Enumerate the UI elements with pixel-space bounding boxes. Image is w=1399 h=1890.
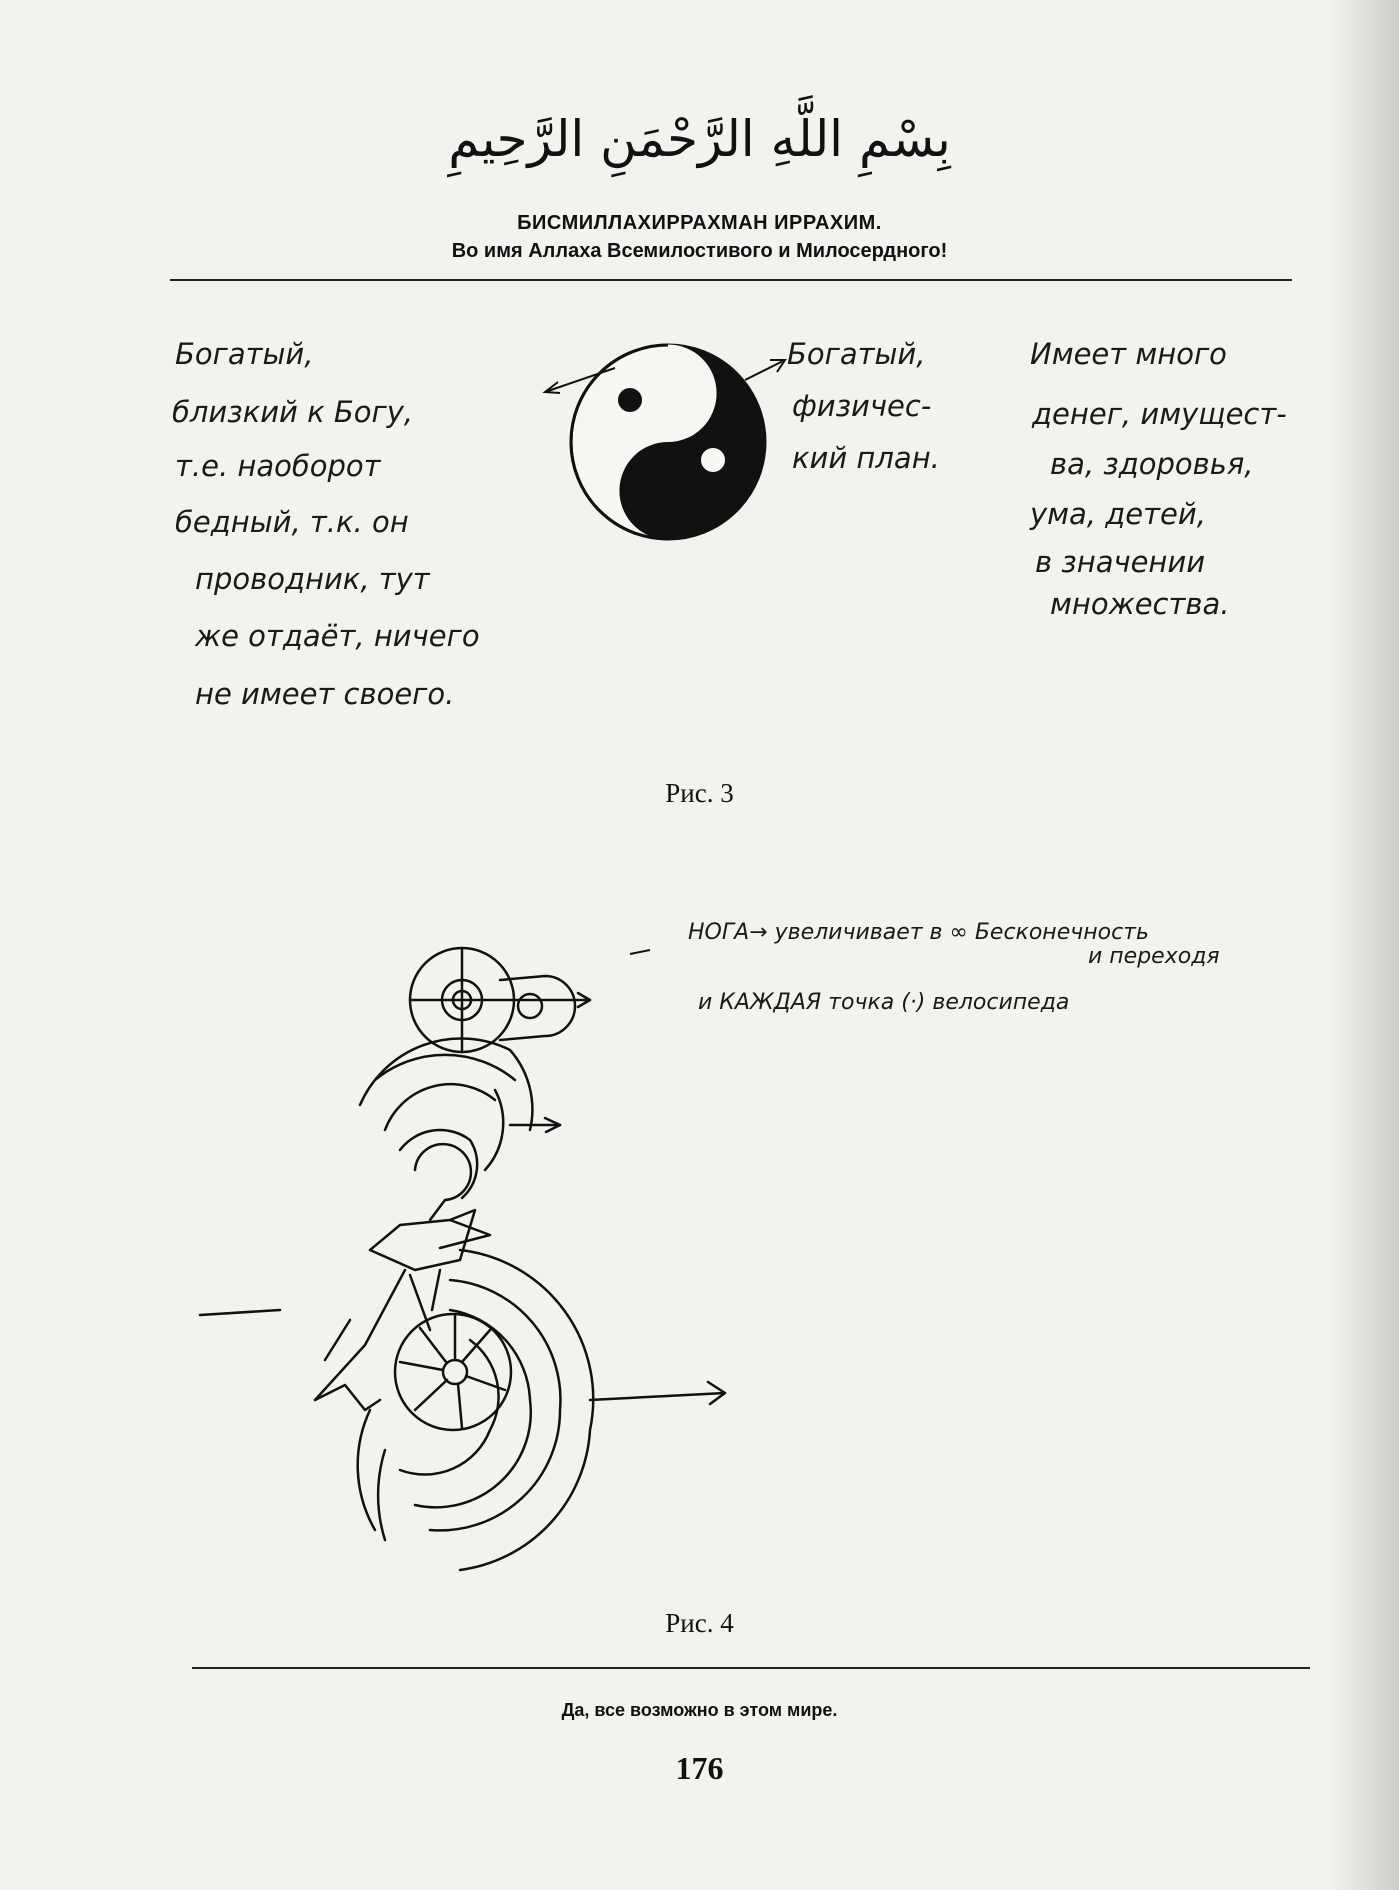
fig3-left-line: же отдаёт, ничего: [195, 619, 480, 653]
fig3-left-line: Богатый,: [175, 337, 314, 371]
fig3-right-line: множества.: [1050, 587, 1230, 621]
head-waves: [360, 1039, 560, 1198]
fig4-annotation-line: и переходя: [1088, 944, 1220, 969]
arrow-right-icon: [745, 360, 785, 380]
header-rule: [170, 279, 1292, 281]
yin-yang-diagram: [530, 330, 790, 560]
fig3-right-line: в значении: [1035, 545, 1206, 579]
cyclist-drawing: [200, 930, 740, 1570]
fig3-right-line: Имеет много: [1030, 337, 1227, 371]
footer-tagline: Да, все возможно в этом мире.: [561, 1700, 838, 1720]
page-edge-shadow: [1329, 0, 1399, 1890]
fig3-left-line: не имеет своего.: [195, 677, 455, 711]
page-number: 176: [675, 1750, 724, 1786]
bismillah-calligraphy: بِسْمِ اللَّهِ الرَّحْمَنِ الرَّحِيمِ: [448, 110, 951, 168]
figure-4-caption: Рис. 4: [665, 1608, 734, 1638]
fig3-middle-line: кий план.: [792, 441, 940, 475]
fig3-left-line: бедный, т.к. он: [175, 505, 409, 539]
wheel-waves: [358, 1250, 725, 1570]
fig3-right-line: ва, здоровья,: [1050, 447, 1254, 481]
fig4-annotation-line: НОГА→ увеличивает в ∞ Бесконечность: [688, 920, 1149, 945]
fig3-middle-line: Богатый,: [787, 337, 926, 371]
fig3-right-line: ума, детей,: [1030, 497, 1206, 531]
footer-rule: [192, 1667, 1310, 1669]
fig3-left-line: проводник, тут: [195, 562, 430, 596]
header-title: БИСМИЛЛАХИРРАХМАН ИРРАХИМ.: [517, 212, 882, 234]
fig4-annotation-line: и КАЖДАЯ точка (·) велосипеда: [698, 990, 1070, 1015]
figure-3-caption: Рис. 3: [665, 778, 734, 808]
fig3-middle-line: физичес-: [792, 389, 932, 423]
fig3-right-line: денег, имущест-: [1032, 397, 1287, 431]
rider-head: [415, 1144, 471, 1220]
fig3-left-line: близкий к Богу,: [172, 395, 414, 429]
header-subtitle: Во имя Аллаха Всемилостивого и Милосердного!: [451, 240, 948, 262]
fig3-left-line: т.е. наоборот: [175, 449, 381, 483]
target-wheel-icon: [410, 948, 590, 1052]
